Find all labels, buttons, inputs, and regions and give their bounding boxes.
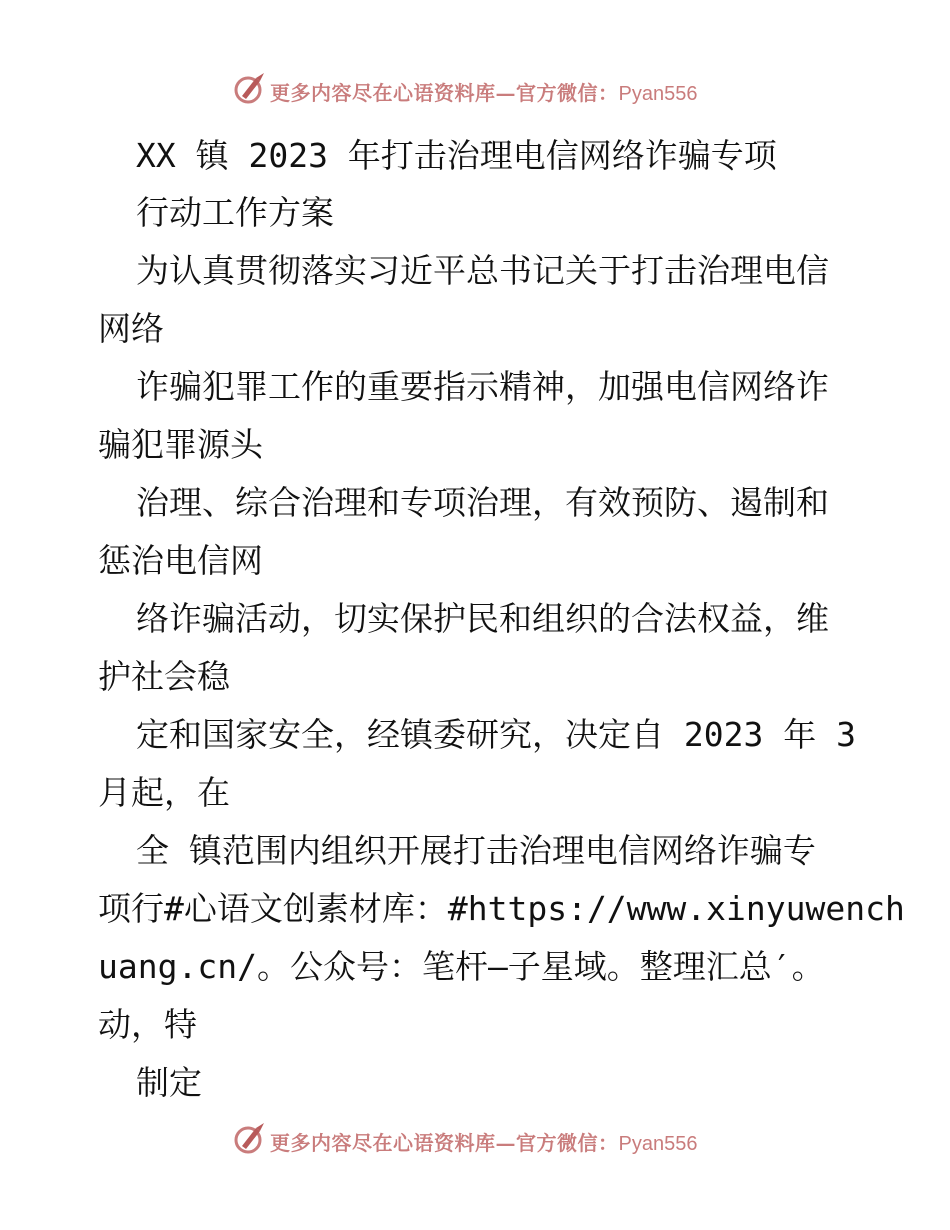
doc-line: 月起，在 [98, 773, 230, 812]
wechat-id: Pyan556 [618, 83, 698, 105]
watermark-slogan: 更多内容尽在心语资料库—官方微信： [270, 81, 619, 105]
doc-line: 骗犯罪源头 [98, 425, 263, 464]
doc-line: uang.cn/。公众号：笔杆—子星域。整理汇总′。 [98, 947, 825, 986]
quill-logo-icon [234, 72, 266, 106]
header-watermark-banner [0, 70, 950, 110]
doc-line: 护社会稳 [98, 657, 230, 696]
doc-line: 网络 [98, 309, 164, 348]
footer-watermark-banner [0, 1120, 950, 1160]
doc-line: 络诈骗活动，切实保护民和组织的合法权益，维 [136, 599, 829, 638]
doc-line: 诈骗犯罪工作的重要指示精神，加强电信网络诈 [136, 367, 829, 406]
watermark-text [270, 1127, 697, 1156]
watermark-text [270, 77, 697, 106]
doc-line: 动，特 [98, 1005, 197, 1044]
doc-line: 行动工作方案 [136, 193, 334, 232]
doc-line: 制定 [136, 1063, 202, 1102]
doc-line: XX 镇 2023 年打击治理电信网络诈骗专项 [136, 136, 777, 175]
doc-line: 定和国家安全，经镇委研究，决定自 2023 年 3 [136, 715, 856, 754]
doc-line: 项行#心语文创素材库：#https://www.xinyuwench [98, 889, 905, 928]
watermark-slogan: 更多内容尽在心语资料库—官方微信： [270, 1131, 619, 1155]
doc-line: 全 镇范围内组织开展打击治理电信网络诈骗专 [136, 831, 816, 870]
quill-logo-icon [234, 1122, 266, 1156]
doc-line: 为认真贯彻落实习近平总书记关于打击治理电信 [136, 251, 829, 290]
doc-line: 惩治电信网 [98, 541, 263, 580]
doc-line: 治理、综合治理和专项治理，有效预防、遏制和 [136, 483, 829, 522]
wechat-id: Pyan556 [618, 1133, 698, 1155]
